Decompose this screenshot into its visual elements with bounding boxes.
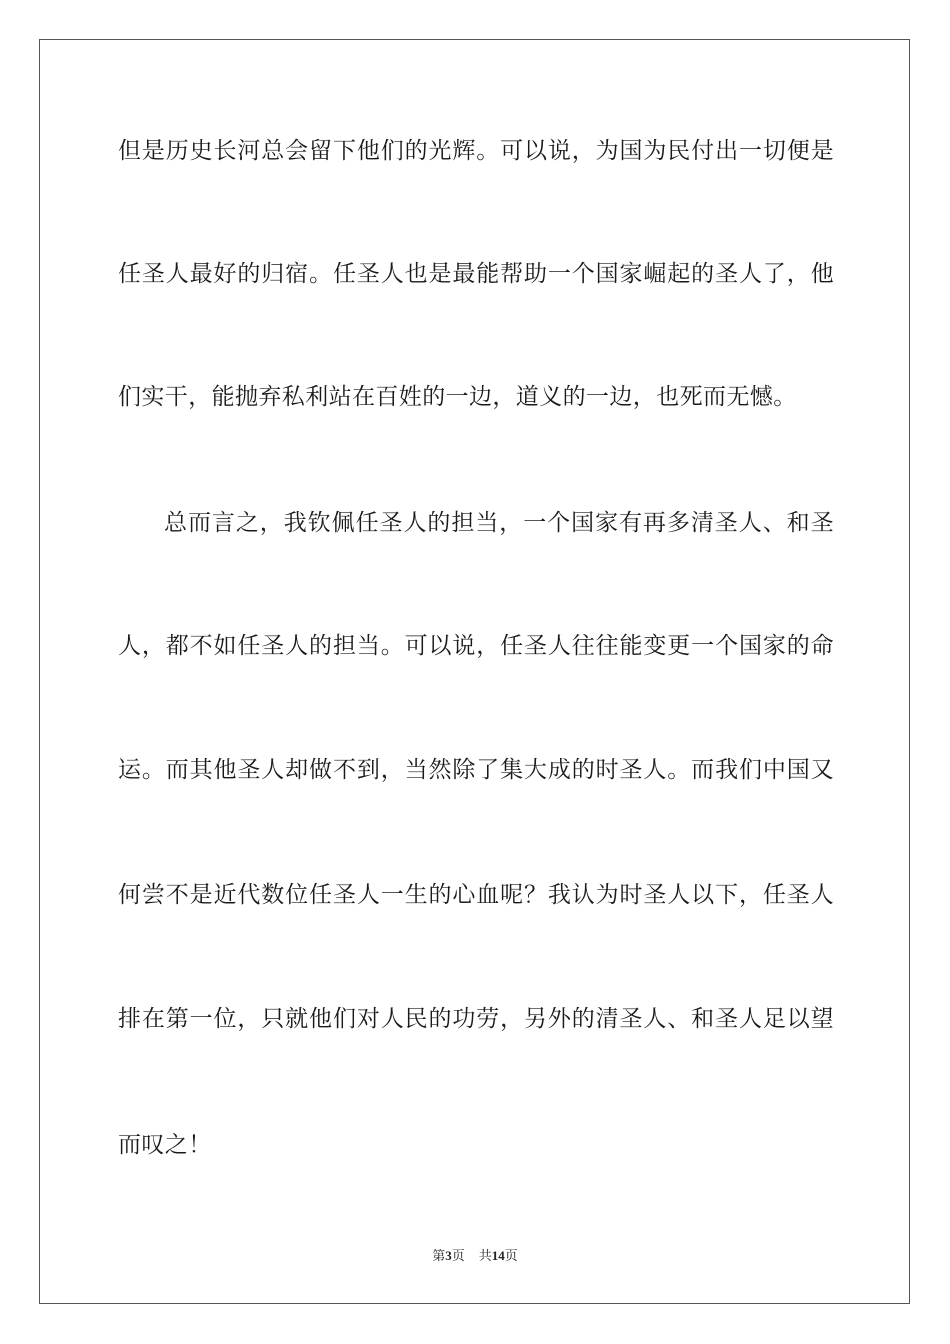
body-text-line: 何尝不是近代数位任圣人一生的心血呢？我认为时圣人以下，任圣人 <box>118 882 834 908</box>
page-total-prefix: 共 <box>478 1248 492 1263</box>
body-text-line: 任圣人最好的归宿。任圣人也是最能帮助一个国家崛起的圣人了，他 <box>118 261 834 287</box>
page-total-suffix: 页 <box>504 1248 518 1263</box>
body-text-line: 人，都不如任圣人的担当。可以说，任圣人往往能变更一个国家的命 <box>118 633 834 659</box>
body-text-line: 运。而其他圣人却做不到，当然除了集大成的时圣人。而我们中国又 <box>118 757 834 783</box>
paragraph-first-line: 总而言之，我钦佩任圣人的担当，一个国家有再多清圣人、和圣 <box>164 510 834 536</box>
page-total-count: 14 <box>491 1248 505 1263</box>
body-text-line: 们实干，能抛弃私利站在百姓的一边，道义的一边，也死而无憾。 <box>118 384 797 410</box>
page-border <box>39 39 910 1304</box>
body-text-line: 而叹之！ <box>118 1132 212 1158</box>
body-text-line: 排在第一位，只就他们对人民的功劳，另外的清圣人、和圣人足以望 <box>118 1006 834 1032</box>
page-number-current: 3 <box>445 1248 452 1263</box>
page-number-suffix: 页 <box>451 1248 465 1263</box>
body-text-line: 但是历史长河总会留下他们的光辉。可以说，为国为民付出一切便是 <box>118 138 834 164</box>
page-footer <box>0 1247 950 1265</box>
page-number-prefix: 第 <box>432 1248 446 1263</box>
